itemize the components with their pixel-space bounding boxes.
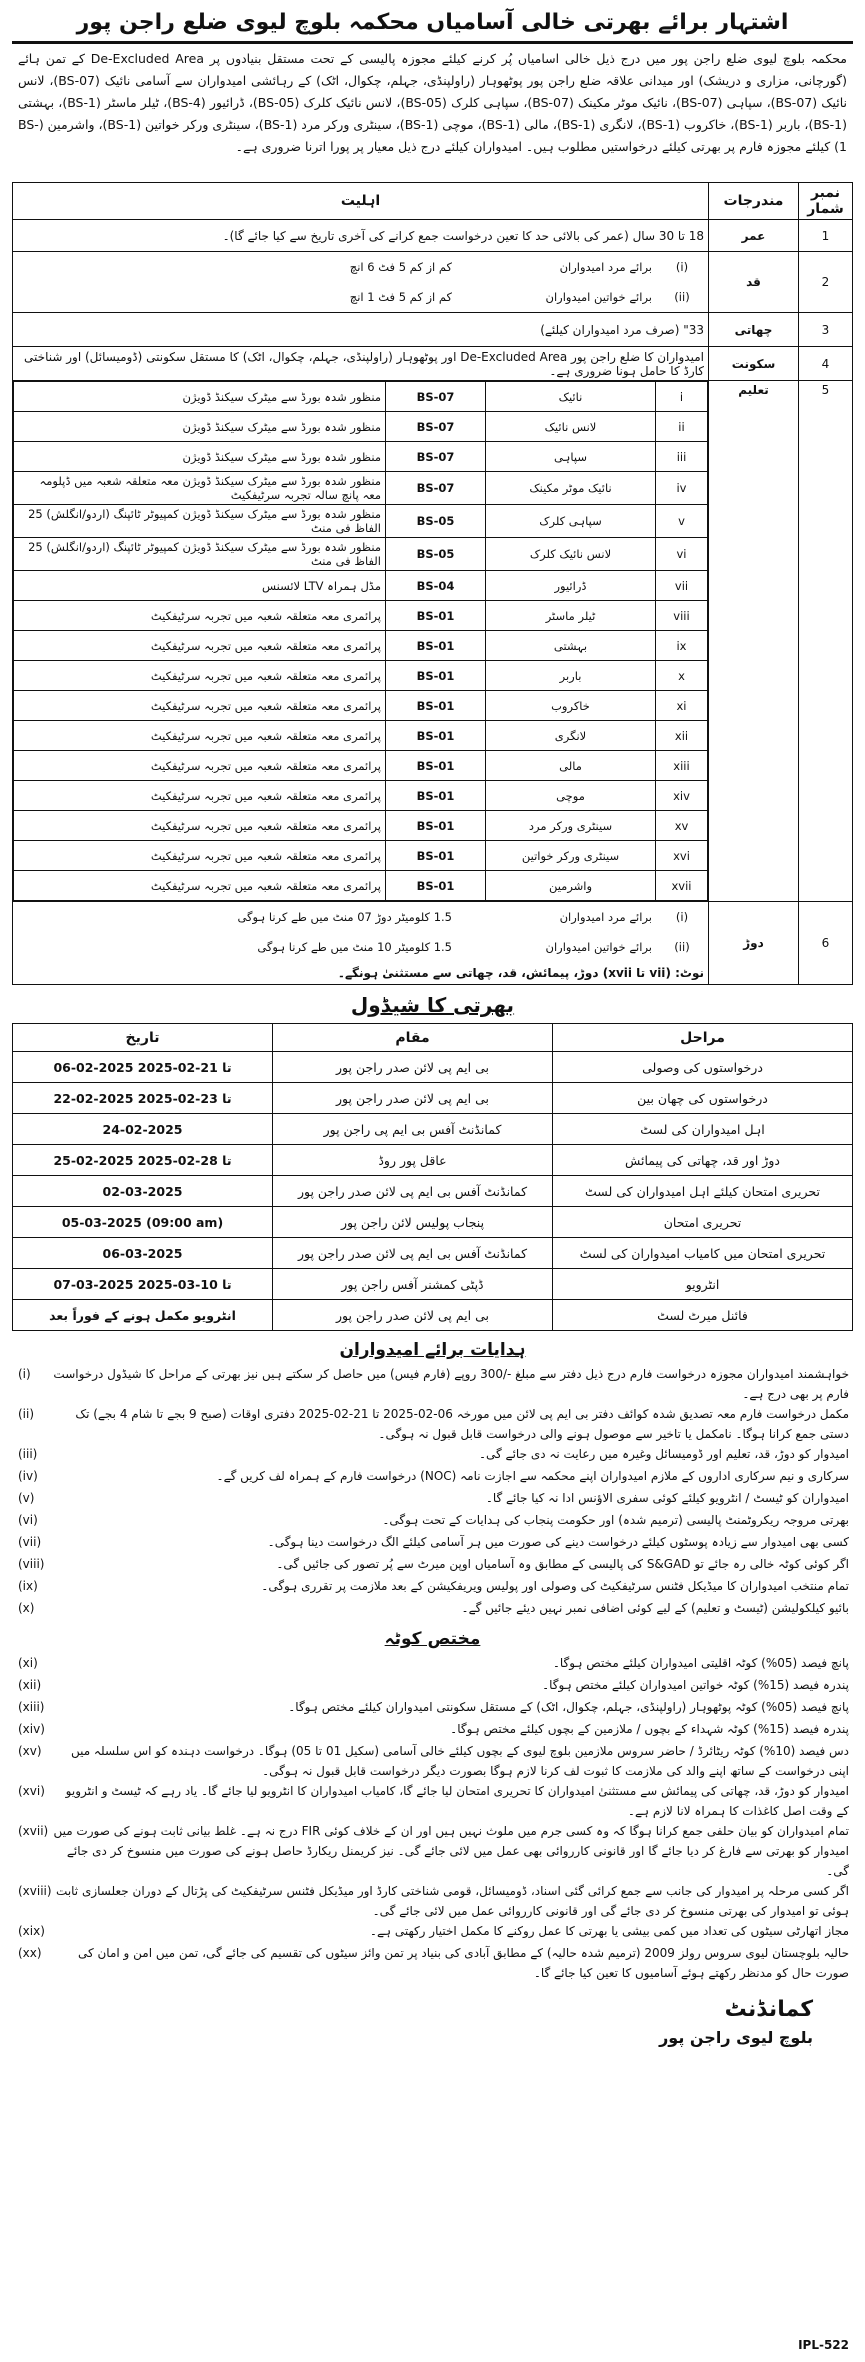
- education-cell: [13, 381, 709, 902]
- schedule-stage: انٹرویو: [553, 1269, 853, 1300]
- post-number: xiv: [656, 781, 708, 811]
- header-no: نمبر شمار: [799, 183, 853, 220]
- schedule-date: انٹرویو مکمل ہونے کے فوراً بعد: [13, 1300, 273, 1331]
- list-item: [12, 1598, 853, 1620]
- table-row: [13, 1176, 853, 1207]
- table-row: [13, 902, 708, 932]
- list-item: [12, 1943, 853, 1983]
- instructions-title: ہدایات برائے امیدواران: [339, 1340, 526, 1360]
- post-number: ii: [656, 412, 708, 442]
- list-item-number: (ix): [18, 1579, 38, 1593]
- post-name: مالی: [486, 751, 656, 781]
- table-row: [14, 871, 708, 901]
- post-scale: BS-01: [386, 631, 486, 661]
- list-item: [12, 1466, 853, 1488]
- table-row: [14, 412, 708, 442]
- sub-value: کم از کم 5 فٹ 6 انچ: [349, 260, 452, 274]
- list-item-text: حالیہ بلوچستان لیوی سروس رولز 2009 (ترمیم شدہ حالیہ) کے مطابق آبادی کی بنیاد پر تمن وائز سیٹوں کی تقسیم کی جائے گی، تمن میں امن و امان کی صورت حال کو مدنظر رکھتے ہوئے آسامیوں کا تعین کیا جائے گا۔: [77, 1946, 849, 1980]
- post-scale: BS-01: [386, 871, 486, 901]
- table-row: [14, 811, 708, 841]
- table-row: [13, 932, 708, 962]
- table-row: [13, 1114, 853, 1145]
- table-row: [14, 382, 708, 412]
- race-subtable: [13, 902, 708, 962]
- post-requirement: پرائمری معہ متعلقہ شعبہ میں تجربہ سرٹیفکیٹ: [14, 721, 386, 751]
- signature-title: کمانڈنٹ: [724, 1997, 813, 2022]
- post-name: ڈرائیور: [486, 571, 656, 601]
- quota-title: مختص کوٹہ: [384, 1629, 481, 1649]
- post-name: لانگری: [486, 721, 656, 751]
- list-item-number: (xiii): [18, 1700, 45, 1714]
- list-item: [12, 1653, 853, 1675]
- list-item-number: (vii): [18, 1535, 42, 1549]
- post-requirement: پرائمری معہ متعلقہ شعبہ میں تجربہ سرٹیفکیٹ: [14, 811, 386, 841]
- post-number: xii: [656, 721, 708, 751]
- header-date: تاریخ: [13, 1024, 273, 1052]
- header-item: مندرجات: [709, 183, 799, 220]
- schedule-date: 24-02-2025: [13, 1114, 273, 1145]
- post-number: vi: [656, 538, 708, 571]
- table-row: [13, 220, 853, 252]
- row-label: عمر: [709, 220, 799, 252]
- list-item-number: (xvi): [18, 1784, 45, 1798]
- post-number: x: [656, 661, 708, 691]
- table-row: [14, 538, 708, 571]
- schedule-place: کمانڈنٹ آفس بی ایم پی راجن پور: [273, 1114, 553, 1145]
- table-row: [14, 505, 708, 538]
- post-scale: BS-01: [386, 691, 486, 721]
- sub-who: برائے مرد امیدواران: [559, 260, 652, 274]
- post-number: iv: [656, 472, 708, 505]
- schedule-place: بی ایم پی لائن صدر راجن پور: [273, 1300, 553, 1331]
- post-requirement: منظور شدہ بورڈ سے میٹرک سیکنڈ ڈویژن کمپیوٹر ٹائپنگ (اردو/انگلش) 25 الفاظ فی منٹ: [14, 538, 386, 571]
- list-item-text: پانچ فیصد (05%) کوٹہ اقلیتی امیدواران کیلئے مختص ہوگا۔: [552, 1656, 849, 1670]
- schedule-date: 06-02-2025 تا 21-02-2025: [13, 1052, 273, 1083]
- schedule-place: ڈپٹی کمشنر آفس راجن پور: [273, 1269, 553, 1300]
- list-item-text: تمام منتخب امیدواران کا میڈیکل فٹنس سرٹیفکیٹ کی وصولی اور پولیس ویریفکیشن کے بعد ملازمت پر تقرری ہوگی۔: [261, 1579, 849, 1593]
- list-item: [12, 1821, 853, 1881]
- table-row: [13, 1052, 853, 1083]
- row-number: 6: [799, 902, 853, 985]
- post-scale: BS-01: [386, 601, 486, 631]
- list-item-text: پندرہ فیصد (15%) کوٹہ خواتین امیدواران کیلئے مختص ہوگا۔: [542, 1678, 849, 1692]
- post-name: نائیک موٹر مکینک: [486, 472, 656, 505]
- list-item: [12, 1881, 853, 1921]
- list-item-number: (xv): [18, 1744, 42, 1758]
- post-requirement: پرائمری معہ متعلقہ شعبہ میں تجربہ سرٹیفکیٹ: [14, 661, 386, 691]
- list-item-number: (i): [18, 1367, 31, 1381]
- list-item-text: اگر کسی مرحلہ پر امیدوار کی جانب سے جمع کرائی گئی اسناد، ڈومیسائل، قومی شناختی کارڈ اور میڈیکل فٹنس سرٹیفکیٹ کی پڑتال کے دوران جعلسازی ثابت ہوئی تو امیدوار کی بھرتی منسوخ کر دی جائے گی اور قانونی کارروائی عمل میں لائی جائے گی۔: [56, 1884, 849, 1918]
- table-row: [14, 781, 708, 811]
- row-number: 1: [799, 220, 853, 252]
- post-requirement: منظور شدہ بورڈ سے میٹرک سیکنڈ ڈویژن: [14, 442, 386, 472]
- post-name: سپاہی: [486, 442, 656, 472]
- list-item: [12, 1404, 853, 1444]
- table-row: [13, 1238, 853, 1269]
- post-requirement: پرائمری معہ متعلقہ شعبہ میں تجربہ سرٹیفکیٹ: [14, 841, 386, 871]
- list-item-number: (xii): [18, 1678, 42, 1692]
- row-number: 4: [799, 347, 853, 381]
- list-item-number: (iii): [18, 1447, 38, 1461]
- post-requirement: منظور شدہ بورڈ سے میٹرک سیکنڈ ڈویژن کمپیوٹر ٹائپنگ (اردو/انگلش) 25 الفاظ فی منٹ: [14, 505, 386, 538]
- list-item: [12, 1741, 853, 1781]
- height-cell: [13, 252, 709, 313]
- list-item-number: (xx): [18, 1946, 42, 1960]
- schedule-stage: دوڑ اور قد، چھاتی کی پیمائش: [553, 1145, 853, 1176]
- post-scale: BS-05: [386, 538, 486, 571]
- schedule-place: کمانڈنٹ آفس بی ایم پی لائن صدر راجن پور: [273, 1176, 553, 1207]
- list-item-text: پندرہ فیصد (15%) کوٹہ شہداء کے بچوں / ملازمین کے بچوں کیلئے مختص ہوگا۔: [450, 1722, 849, 1736]
- table-row: [14, 691, 708, 721]
- list-item-number: (xiv): [18, 1722, 45, 1736]
- post-scale: BS-01: [386, 841, 486, 871]
- post-requirement: پرائمری معہ متعلقہ شعبہ میں تجربہ سرٹیفکیٹ: [14, 631, 386, 661]
- table-row: [13, 1300, 853, 1331]
- list-item: [12, 1532, 853, 1554]
- post-scale: BS-01: [386, 721, 486, 751]
- table-row: [14, 571, 708, 601]
- post-name: سینٹری ورکر مرد: [486, 811, 656, 841]
- post-number: vii: [656, 571, 708, 601]
- sub-value: 1.5 کلومیٹر 10 منٹ میں طے کرنا ہوگی: [257, 940, 452, 954]
- post-name: باربر: [486, 661, 656, 691]
- ad-code: IPL-522: [798, 2338, 849, 2352]
- schedule-date: 05-03-2025 (09:00 am): [13, 1207, 273, 1238]
- post-number: xiii: [656, 751, 708, 781]
- table-row: [13, 347, 853, 381]
- row-value: امیدواران کا ضلع راجن پور De-Excluded Area اور پوٹھوہار (راولپنڈی، جہلم، چکوال، اٹک) کا مستقل سکونتی (ڈومیسائل) اور شناختی کارڈ کا حامل ہونا ضروری ہے۔: [13, 347, 709, 381]
- post-name: ٹیلر ماسٹر: [486, 601, 656, 631]
- list-item-number: (ii): [18, 1407, 35, 1421]
- schedule-date: 02-03-2025: [13, 1176, 273, 1207]
- post-name: لانس نائیک کلرک: [486, 538, 656, 571]
- post-scale: BS-01: [386, 751, 486, 781]
- list-item-text: سرکاری و نیم سرکاری اداروں کے ملازم امیدواران اپنے محکمہ سے اجازت نامہ (NOC) درخواست فارم کے ہمراہ لف کریں گے۔: [216, 1469, 849, 1483]
- post-number: xvi: [656, 841, 708, 871]
- schedule-stage: فائنل میرٹ لسٹ: [553, 1300, 853, 1331]
- list-item-number: (xi): [18, 1656, 38, 1670]
- table-row: [14, 751, 708, 781]
- post-name: بہشتی: [486, 631, 656, 661]
- post-name: موچی: [486, 781, 656, 811]
- post-name: خاکروب: [486, 691, 656, 721]
- schedule-date: 07-03-2025 تا 10-03-2025: [13, 1269, 273, 1300]
- eligibility-table: [12, 182, 853, 985]
- table-row: [14, 601, 708, 631]
- row-label: قد: [709, 252, 799, 313]
- list-item-text: کسی بھی امیدوار سے زیادہ پوسٹوں کیلئے درخواست دینے کی صورت میں ہر آسامی کیلئے الگ درخواست دینا ہوگی۔: [267, 1535, 849, 1549]
- list-item: [12, 1781, 853, 1821]
- schedule-place: بی ایم پی لائن صدر راجن پور: [273, 1083, 553, 1114]
- list-item-text: بائیو کیلکولیشن (ٹیسٹ و تعلیم) کے لیے کوئی اضافی نمبر نہیں دیئے جائیں گے۔: [461, 1601, 849, 1615]
- post-number: iii: [656, 442, 708, 472]
- table-row: [14, 631, 708, 661]
- row-number: 2: [799, 252, 853, 313]
- list-item-text: تمام امیدواران کو بیان حلفی جمع کرانا ہوگا کہ وہ کسی جرم میں ملوث نہیں ہیں اور ان کے خلاف کوئی FIR درج نہ ہے۔ غلط بیانی ثابت ہونے کی صورت میں امیدوار کو بھرتی سے فارغ کر دیا جائے گا اور قانونی کارروائی بھی عمل میں لائی جائے گی۔ نیز کریمنل ریکارڈ حاصل ہونے کی صورت میں منسوخ کر دی جائے گی۔: [53, 1824, 849, 1878]
- schedule-stage: تحریری امتحان: [553, 1207, 853, 1238]
- schedule-place: پنجاب پولیس لائن راجن پور: [273, 1207, 553, 1238]
- list-item: [12, 1921, 853, 1943]
- table-row: [13, 313, 853, 347]
- sub-number: (ii): [674, 940, 690, 954]
- row-number: 5: [799, 381, 853, 902]
- table-row: [13, 282, 708, 312]
- schedule-date: 06-03-2025: [13, 1238, 273, 1269]
- table-row: [13, 252, 853, 313]
- list-item: [12, 1719, 853, 1741]
- table-row: [13, 1269, 853, 1300]
- schedule-place: عاقل پور روڈ: [273, 1145, 553, 1176]
- list-item: [12, 1510, 853, 1532]
- signature-subtitle: بلوچ لیوی راجن پور: [659, 2028, 813, 2047]
- list-item-text: خواہشمند امیدواران مجوزہ درخواست فارم درج ذیل دفتر سے مبلغ -/300 روپے (فارم فیس) میں حاصل کر سکتے ہیں نیز بھرتی کے مراحل کا شیڈول درخواست فارم پر بھی درج ہے۔: [53, 1367, 849, 1401]
- row-label: دوڑ: [709, 902, 799, 985]
- schedule-header-row: [13, 1024, 853, 1052]
- list-item-number: (xviii): [18, 1884, 52, 1898]
- list-item-text: مکمل درخواست فارم معہ تصدیق شدہ کوائف دفتر بی ایم پی لائن میں مورخہ 06-02-2025 تا 21-02-2025 دفتری اوقات (صبح 9 بجے تا شام 4 بجے) تک دستی جمع کرانا ہوگا۔ نامکمل یا تاخیر سے موصول ہونے والی درخواست قابل قبول نہ ہوگی۔: [75, 1407, 849, 1441]
- list-item: [12, 1444, 853, 1466]
- intro-paragraph: محکمہ بلوچ لیوی ضلع راجن پور میں درج ذیل خالی اسامیاں پُر کرنے کیلئے مجوزہ پالیسی کے تحت مستقل بنیادوں پر De-Excluded Area کے تمن ہائے (گورچانی، مزاری و دریشک) اور میدانی علاقہ ضلع راجن پور پوٹھوہار (راولپنڈی، جہلم، چکوال، اٹک) کے رہائشی امیدواران سے آسامی نائیک (BS-07)، لانس نائیک (BS-07)، سپاہی (BS-07)، نائیک موٹر مکینک (BS-07)، سپاہی کلرک (BS-05)، لانس نائیک کلرک (BS-05)، ڈرائیور (BS-4)، ٹیلر ماسٹر (BS-1)، بہشتی (BS-1)، باربر (BS-1)، خاکروب (BS-1)، لانگری (BS-1)، مالی (BS-1)، موچی (BS-1)، سینٹری ورکر مرد (BS-1)، سینٹری ورکر خواتین (BS-1)، واشرمین (BS-1) کیلئے مجوزہ فارم پر بھرتی کیلئے درخواستیں مطلوب ہیں۔ امیدواران کیلئے درج ذیل معیار پر پورا اترنا ضروری ہے۔: [18, 51, 847, 154]
- list-item: [12, 1488, 853, 1510]
- list-item-number: (iv): [18, 1469, 38, 1483]
- post-name: واشرمین: [486, 871, 656, 901]
- post-scale: BS-07: [386, 412, 486, 442]
- post-requirement: پرائمری معہ متعلقہ شعبہ میں تجربہ سرٹیفکیٹ: [14, 601, 386, 631]
- post-requirement: منظور شدہ بورڈ سے میٹرک سیکنڈ ڈویژن معہ متعلقہ شعبہ میں ڈپلومہ معہ پانچ سالہ تجربہ سرٹیفکیٹ: [14, 472, 386, 505]
- post-requirement: پرائمری معہ متعلقہ شعبہ میں تجربہ سرٹیفکیٹ: [14, 751, 386, 781]
- table-row: [14, 442, 708, 472]
- post-requirement: منظور شدہ بورڈ سے میٹرک سیکنڈ ڈویژن: [14, 412, 386, 442]
- sub-value: 1.5 کلومیٹر دوڑ 07 منٹ میں طے کرنا ہوگی: [237, 910, 452, 924]
- table-row: [14, 721, 708, 751]
- post-requirement: پرائمری معہ متعلقہ شعبہ میں تجربہ سرٹیفکیٹ: [14, 871, 386, 901]
- list-item-text: دس فیصد (10%) کوٹہ ریٹائرڈ / حاضر سروس ملازمین بلوچ لیوی کے بچوں کیلئے خالی آسامی (سکیل 01 تا 05) ہوگا۔ درخواست دہندہ کو اس سلسلہ میں اپنی درخواست کے ساتھ اپنے والد کی ملازمت کا ثبوت لف کرنا لازم ہوگا بصورت دیگر درخواست قابل قبول نہ ہوگی۔: [70, 1744, 849, 1778]
- table-header-row: [13, 183, 853, 220]
- list-item: [12, 1364, 853, 1404]
- post-scale: BS-05: [386, 505, 486, 538]
- list-item: [12, 1576, 853, 1598]
- schedule-stage: تحریری امتحان میں کامیاب امیدواران کی لسٹ: [553, 1238, 853, 1269]
- race-note: نوٹ: (vii تا xvii) دوڑ، پیمائش، قد، چھاتی سے مستثنیٰ ہونگے۔: [337, 966, 704, 980]
- instructions-list: [12, 1364, 853, 1620]
- row-number: 3: [799, 313, 853, 347]
- height-subtable: [13, 252, 708, 312]
- post-requirement: منظور شدہ بورڈ سے میٹرک سیکنڈ ڈویژن: [14, 382, 386, 412]
- row-label: چھاتی: [709, 313, 799, 347]
- schedule-place: بی ایم پی لائن صدر راجن پور: [273, 1052, 553, 1083]
- list-item-text: امیدوار کو دوڑ، قد، تعلیم اور ڈومیسائل وغیرہ میں رعایت نہ دی جائے گی۔: [479, 1447, 849, 1461]
- list-item-text: مجاز اتھارٹی سیٹوں کی تعداد میں کمی بیشی یا بھرتی کا عمل روکنے کا مکمل اختیار رکھتی ہے۔: [369, 1924, 849, 1938]
- table-row: [13, 381, 853, 902]
- row-label: تعلیم: [709, 381, 799, 902]
- post-scale: BS-07: [386, 442, 486, 472]
- header-place: مقام: [273, 1024, 553, 1052]
- list-item-text: پانچ فیصد (05%) کوٹہ پوٹھوہار (راولپنڈی، جہلم، چکوال، اٹک) کے مستقل سکونتی امیدواران کیلئے مختص ہوگا۔: [288, 1700, 849, 1714]
- post-requirement: مڈل ہمراہ LTV لائسنس: [14, 571, 386, 601]
- schedule-table: [12, 1023, 853, 1331]
- post-scale: BS-04: [386, 571, 486, 601]
- post-number: v: [656, 505, 708, 538]
- list-item-number: (viii): [18, 1557, 45, 1571]
- education-subtable: [13, 381, 708, 901]
- list-item-number: (xix): [18, 1924, 45, 1938]
- row-label: سکونت: [709, 347, 799, 381]
- list-item-text: بھرتی مروجہ ریکروٹمنٹ پالیسی (ترمیم شدہ) اور حکومت پنجاب کی ہدایات کے تحت ہوگی۔: [382, 1513, 849, 1527]
- quota-list: [12, 1653, 853, 1983]
- post-number: i: [656, 382, 708, 412]
- schedule-title: بھرتی کا شیڈول: [350, 993, 515, 1017]
- post-number: ix: [656, 631, 708, 661]
- post-number: viii: [656, 601, 708, 631]
- sub-value: کم از کم 5 فٹ 1 انچ: [349, 290, 452, 304]
- list-item-text: امیدوار کو دوڑ، قد، چھاتی کی پیمائش سے مستثنیٰ امیدواران کا تحریری امتحان لیا جائے گا، کامیاب امیدواران کا انٹرویو لیا جائے گا۔ یاد رہے کہ ٹیسٹ و انٹرویو کے وقت اصل کاغذات کا ہمراہ لانا لازم ہے۔: [65, 1784, 849, 1818]
- list-item-text: امیدواران کو ٹیسٹ / انٹرویو کیلئے کوئی سفری الاؤنس ادا نہ کیا جائے گا۔: [485, 1491, 849, 1505]
- table-row: [13, 1083, 853, 1114]
- sub-number: (i): [675, 910, 689, 924]
- schedule-stage: اہل امیدواران کی لسٹ: [553, 1114, 853, 1145]
- post-requirement: پرائمری معہ متعلقہ شعبہ میں تجربہ سرٹیفکیٹ: [14, 781, 386, 811]
- schedule-date: 22-02-2025 تا 23-02-2025: [13, 1083, 273, 1114]
- list-item: [12, 1697, 853, 1719]
- sub-who: برائے خواتین امیدواران: [545, 290, 652, 304]
- post-name: سینٹری ورکر خواتین: [486, 841, 656, 871]
- page-title: اشتہار برائے بھرتی خالی آسامیاں محکمہ بلوچ لیوی ضلع راجن پور: [12, 6, 853, 44]
- schedule-stage: درخواستوں کی وصولی: [553, 1052, 853, 1083]
- post-name: نائیک: [486, 382, 656, 412]
- sub-number: (ii): [674, 290, 690, 304]
- post-scale: BS-07: [386, 472, 486, 505]
- post-scale: BS-01: [386, 661, 486, 691]
- header-stage: مراحل: [553, 1024, 853, 1052]
- list-item-text: اگر کوئی کوٹہ خالی رہ جائے تو S&GAD کی پالیسی کے مطابق وہ آسامیاں اوپن میرٹ سے پُر تصور کی جائیں گی۔: [276, 1557, 849, 1571]
- schedule-place: کمانڈنٹ آفس بی ایم پی لائن صدر راجن پور: [273, 1238, 553, 1269]
- list-item: [12, 1554, 853, 1576]
- list-item: [12, 1675, 853, 1697]
- schedule-stage: تحریری امتحان کیلئے اہل امیدواران کی لسٹ: [553, 1176, 853, 1207]
- race-cell: [13, 902, 709, 985]
- table-row: [13, 1207, 853, 1238]
- list-item-number: (xvii): [18, 1824, 49, 1838]
- table-row: [14, 661, 708, 691]
- table-row: [14, 472, 708, 505]
- sub-number: (i): [675, 260, 689, 274]
- row-value: 18 تا 30 سال (عمر کی بالائی حد کا تعین درخواست جمع کرانے کی آخری تاریخ سے کیا جائے گا)۔: [13, 220, 709, 252]
- schedule-stage: درخواستوں کی چھان بین: [553, 1083, 853, 1114]
- post-number: xvii: [656, 871, 708, 901]
- schedule-date: 25-02-2025 تا 28-02-2025: [13, 1145, 273, 1176]
- post-name: سپاہی کلرک: [486, 505, 656, 538]
- post-scale: BS-01: [386, 781, 486, 811]
- signature-block: [12, 1997, 853, 2047]
- sub-who: برائے خواتین امیدواران: [545, 940, 652, 954]
- post-scale: BS-07: [386, 382, 486, 412]
- list-item-number: (v): [18, 1491, 35, 1505]
- post-number: xi: [656, 691, 708, 721]
- row-value: 33" (صرف مرد امیدواران کیلئے): [13, 313, 709, 347]
- post-requirement: پرائمری معہ متعلقہ شعبہ میں تجربہ سرٹیفکیٹ: [14, 691, 386, 721]
- list-item-number: (x): [18, 1601, 35, 1615]
- list-item-number: (vi): [18, 1513, 38, 1527]
- sub-who: برائے مرد امیدواران: [559, 910, 652, 924]
- post-scale: BS-01: [386, 811, 486, 841]
- table-row: [13, 1145, 853, 1176]
- table-row: [13, 902, 853, 985]
- post-name: لانس نائیک: [486, 412, 656, 442]
- post-number: xv: [656, 811, 708, 841]
- table-row: [13, 252, 708, 282]
- table-row: [14, 841, 708, 871]
- header-eligibility: اہلیت: [13, 183, 709, 220]
